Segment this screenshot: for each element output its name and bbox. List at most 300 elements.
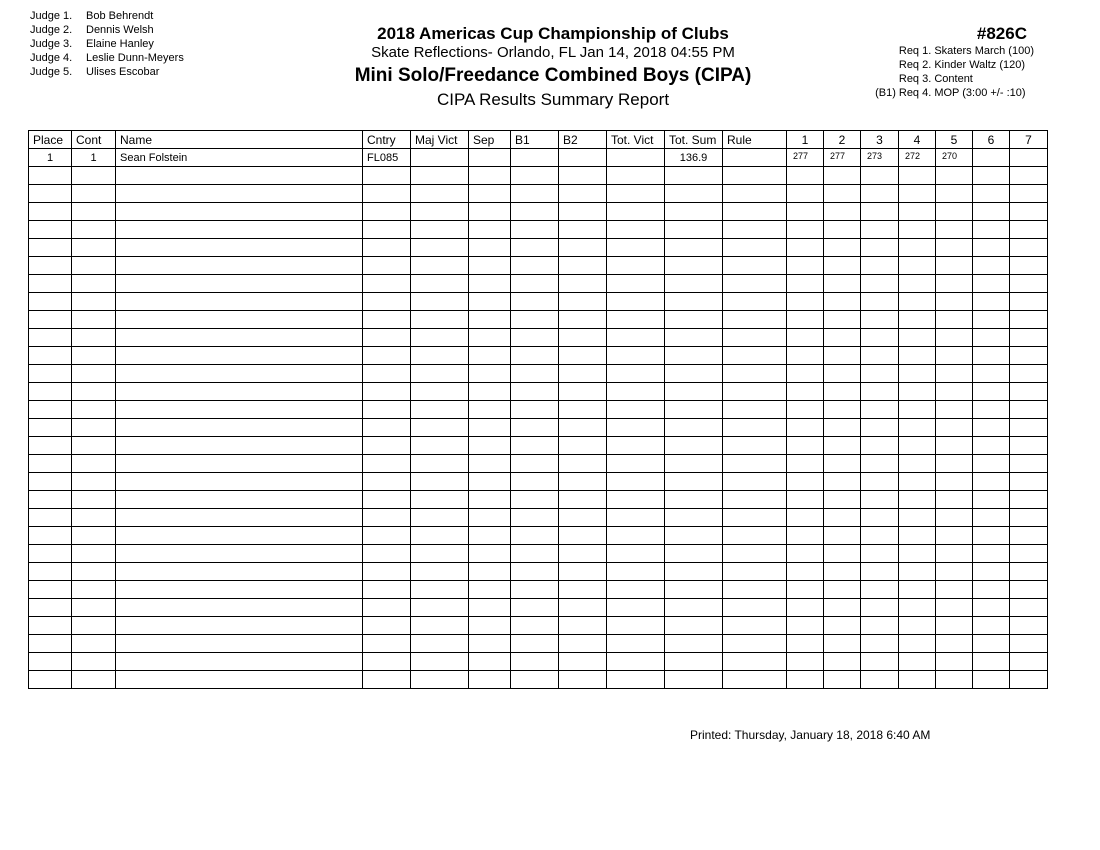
empty-cell — [665, 509, 723, 527]
empty-table-row — [29, 275, 1048, 293]
empty-cell — [665, 527, 723, 545]
empty-cell — [116, 203, 363, 221]
empty-cell — [936, 275, 973, 293]
empty-cell — [973, 599, 1010, 617]
empty-cell — [899, 329, 936, 347]
judge-label: Judge 5. — [30, 66, 73, 78]
empty-cell — [29, 491, 72, 509]
empty-cell — [469, 239, 511, 257]
empty-cell — [116, 653, 363, 671]
empty-cell — [1010, 491, 1048, 509]
empty-cell — [723, 491, 787, 509]
empty-cell — [899, 401, 936, 419]
column-header-judge-2: 2 — [824, 131, 861, 149]
empty-cell — [787, 491, 824, 509]
empty-table-row — [29, 365, 1048, 383]
empty-cell — [559, 581, 607, 599]
empty-cell — [29, 185, 72, 203]
cell-judge-2: 277 — [824, 149, 861, 167]
event-name: Mini Solo/Freedance Combined Boys (CIPA) — [354, 65, 752, 86]
empty-cell — [665, 635, 723, 653]
empty-cell — [665, 293, 723, 311]
column-header-maj-vict: Maj Vict — [411, 131, 469, 149]
empty-cell — [469, 473, 511, 491]
cell-tot-vict — [607, 149, 665, 167]
empty-cell — [861, 239, 899, 257]
empty-cell — [899, 365, 936, 383]
cell-b2 — [559, 149, 607, 167]
empty-cell — [861, 167, 899, 185]
empty-cell — [363, 167, 411, 185]
empty-cell — [469, 185, 511, 203]
empty-cell — [559, 599, 607, 617]
column-header-judge-7: 7 — [1010, 131, 1048, 149]
empty-cell — [511, 311, 559, 329]
empty-cell — [973, 401, 1010, 419]
empty-cell — [411, 527, 469, 545]
empty-table-row — [29, 653, 1048, 671]
empty-cell — [363, 293, 411, 311]
empty-cell — [861, 581, 899, 599]
empty-cell — [363, 599, 411, 617]
empty-cell — [899, 527, 936, 545]
empty-cell — [1010, 221, 1048, 239]
empty-cell — [787, 293, 824, 311]
empty-cell — [511, 455, 559, 473]
empty-cell — [511, 293, 559, 311]
empty-cell — [1010, 311, 1048, 329]
empty-cell — [469, 275, 511, 293]
empty-cell — [973, 617, 1010, 635]
empty-cell — [861, 329, 899, 347]
empty-cell — [723, 401, 787, 419]
empty-cell — [861, 671, 899, 689]
empty-cell — [116, 509, 363, 527]
empty-table-row — [29, 311, 1048, 329]
empty-cell — [363, 455, 411, 473]
empty-cell — [29, 509, 72, 527]
empty-cell — [787, 185, 824, 203]
empty-cell — [723, 671, 787, 689]
empty-cell — [116, 185, 363, 203]
empty-cell — [824, 365, 861, 383]
empty-cell — [861, 383, 899, 401]
requirement-row — [868, 58, 1034, 72]
empty-cell — [29, 275, 72, 293]
column-header-name: Name — [116, 131, 363, 149]
empty-cell — [824, 635, 861, 653]
empty-cell — [116, 365, 363, 383]
empty-cell — [411, 581, 469, 599]
empty-cell — [511, 635, 559, 653]
empty-cell — [723, 617, 787, 635]
empty-cell — [1010, 257, 1048, 275]
empty-cell — [411, 203, 469, 221]
report-title-block — [300, 24, 806, 111]
empty-cell — [116, 257, 363, 275]
empty-cell — [973, 221, 1010, 239]
judge-list — [30, 9, 184, 79]
empty-cell — [723, 545, 787, 563]
empty-cell — [363, 635, 411, 653]
empty-cell — [861, 311, 899, 329]
empty-cell — [665, 581, 723, 599]
empty-cell — [469, 599, 511, 617]
empty-cell — [559, 275, 607, 293]
empty-cell — [559, 617, 607, 635]
empty-cell — [72, 365, 116, 383]
empty-cell — [723, 293, 787, 311]
empty-cell — [29, 347, 72, 365]
empty-cell — [787, 545, 824, 563]
empty-cell — [973, 329, 1010, 347]
empty-cell — [787, 455, 824, 473]
empty-cell — [899, 545, 936, 563]
empty-cell — [72, 581, 116, 599]
empty-cell — [787, 401, 824, 419]
empty-table-row — [29, 419, 1048, 437]
empty-cell — [511, 365, 559, 383]
empty-table-row — [29, 509, 1048, 527]
empty-cell — [411, 275, 469, 293]
empty-table-row — [29, 635, 1048, 653]
empty-cell — [116, 167, 363, 185]
empty-cell — [861, 257, 899, 275]
judge-name: Elaine Hanley — [86, 38, 154, 50]
empty-cell — [787, 563, 824, 581]
empty-cell — [1010, 329, 1048, 347]
empty-table-row — [29, 455, 1048, 473]
empty-cell — [363, 491, 411, 509]
column-header-judge-6: 6 — [973, 131, 1010, 149]
empty-cell — [511, 257, 559, 275]
empty-cell — [411, 239, 469, 257]
empty-cell — [607, 311, 665, 329]
empty-cell — [363, 275, 411, 293]
cell-judge-4: 272 — [899, 149, 936, 167]
cell-b1 — [511, 149, 559, 167]
empty-cell — [29, 329, 72, 347]
empty-cell — [824, 419, 861, 437]
empty-cell — [861, 203, 899, 221]
empty-cell — [511, 563, 559, 581]
empty-cell — [824, 581, 861, 599]
requirement-prefix: (B1) — [875, 87, 896, 99]
empty-cell — [973, 203, 1010, 221]
empty-cell — [116, 527, 363, 545]
empty-table-row — [29, 167, 1048, 185]
judge-name: Ulises Escobar — [86, 66, 160, 78]
empty-cell — [1010, 401, 1048, 419]
empty-cell — [1010, 473, 1048, 491]
empty-cell — [936, 635, 973, 653]
empty-cell — [559, 527, 607, 545]
empty-cell — [787, 419, 824, 437]
empty-table-row — [29, 221, 1048, 239]
cell-judge-3: 273 — [861, 149, 899, 167]
empty-cell — [899, 167, 936, 185]
empty-cell — [936, 221, 973, 239]
empty-cell — [411, 563, 469, 581]
empty-cell — [861, 437, 899, 455]
empty-cell — [607, 509, 665, 527]
empty-cell — [787, 509, 824, 527]
empty-cell — [116, 671, 363, 689]
empty-cell — [29, 635, 72, 653]
empty-cell — [665, 455, 723, 473]
empty-cell — [411, 257, 469, 275]
empty-cell — [511, 527, 559, 545]
event-number: #826C — [976, 24, 1027, 43]
empty-cell — [363, 437, 411, 455]
empty-cell — [1010, 671, 1048, 689]
cell-sep — [469, 149, 511, 167]
empty-cell — [72, 239, 116, 257]
column-header-judge-3: 3 — [861, 131, 899, 149]
empty-cell — [665, 401, 723, 419]
empty-cell — [29, 203, 72, 221]
empty-cell — [559, 419, 607, 437]
cell-judge-7 — [1010, 149, 1048, 167]
empty-cell — [72, 275, 116, 293]
empty-cell — [723, 239, 787, 257]
empty-cell — [824, 221, 861, 239]
empty-cell — [824, 455, 861, 473]
empty-cell — [607, 329, 665, 347]
empty-cell — [936, 311, 973, 329]
empty-cell — [607, 617, 665, 635]
empty-cell — [72, 473, 116, 491]
empty-cell — [1010, 653, 1048, 671]
empty-cell — [973, 509, 1010, 527]
empty-cell — [824, 563, 861, 581]
empty-cell — [899, 257, 936, 275]
empty-cell — [559, 383, 607, 401]
empty-cell — [363, 419, 411, 437]
empty-cell — [116, 419, 363, 437]
judge-row — [30, 65, 184, 79]
empty-cell — [363, 329, 411, 347]
empty-cell — [511, 221, 559, 239]
empty-cell — [861, 347, 899, 365]
empty-cell — [469, 653, 511, 671]
empty-cell — [824, 347, 861, 365]
empty-cell — [665, 599, 723, 617]
empty-cell — [787, 257, 824, 275]
cell-tot-sum: 136.9 — [665, 149, 723, 167]
empty-cell — [29, 437, 72, 455]
empty-cell — [899, 635, 936, 653]
empty-cell — [665, 257, 723, 275]
empty-cell — [787, 473, 824, 491]
empty-table-row — [29, 239, 1048, 257]
empty-cell — [411, 401, 469, 419]
empty-cell — [511, 347, 559, 365]
empty-cell — [411, 185, 469, 203]
empty-cell — [559, 365, 607, 383]
empty-cell — [469, 581, 511, 599]
empty-cell — [116, 581, 363, 599]
empty-cell — [607, 491, 665, 509]
empty-cell — [665, 167, 723, 185]
empty-cell — [1010, 347, 1048, 365]
empty-cell — [899, 599, 936, 617]
empty-cell — [116, 635, 363, 653]
empty-cell — [861, 527, 899, 545]
empty-cell — [607, 527, 665, 545]
empty-cell — [607, 257, 665, 275]
empty-cell — [787, 365, 824, 383]
empty-cell — [899, 473, 936, 491]
table-row — [29, 149, 1048, 167]
cell-place: 1 — [29, 149, 72, 167]
empty-table-row — [29, 383, 1048, 401]
empty-cell — [363, 563, 411, 581]
empty-cell — [511, 653, 559, 671]
empty-cell — [559, 257, 607, 275]
empty-table-row — [29, 185, 1048, 203]
empty-cell — [116, 491, 363, 509]
empty-cell — [899, 347, 936, 365]
empty-cell — [363, 185, 411, 203]
empty-cell — [973, 257, 1010, 275]
empty-cell — [511, 239, 559, 257]
empty-cell — [116, 293, 363, 311]
column-header-b2: B2 — [559, 131, 607, 149]
empty-cell — [1010, 365, 1048, 383]
empty-cell — [1010, 617, 1048, 635]
empty-cell — [665, 419, 723, 437]
empty-cell — [363, 221, 411, 239]
empty-cell — [787, 617, 824, 635]
empty-table-row — [29, 329, 1048, 347]
empty-cell — [824, 653, 861, 671]
empty-cell — [607, 581, 665, 599]
empty-cell — [72, 203, 116, 221]
empty-cell — [469, 329, 511, 347]
empty-cell — [607, 563, 665, 581]
empty-cell — [936, 509, 973, 527]
empty-cell — [72, 563, 116, 581]
empty-cell — [936, 203, 973, 221]
empty-cell — [559, 347, 607, 365]
column-header-tot-sum: Tot. Sum — [665, 131, 723, 149]
empty-cell — [29, 599, 72, 617]
empty-cell — [72, 437, 116, 455]
column-header-cont: Cont — [72, 131, 116, 149]
empty-cell — [116, 347, 363, 365]
empty-cell — [607, 347, 665, 365]
empty-cell — [29, 419, 72, 437]
empty-cell — [723, 473, 787, 491]
empty-cell — [72, 311, 116, 329]
empty-cell — [469, 293, 511, 311]
empty-cell — [973, 293, 1010, 311]
judge-label: Judge 2. — [30, 24, 73, 36]
empty-cell — [899, 419, 936, 437]
empty-cell — [72, 455, 116, 473]
empty-cell — [607, 473, 665, 491]
empty-cell — [469, 221, 511, 239]
empty-cell — [116, 221, 363, 239]
empty-cell — [607, 221, 665, 239]
empty-cell — [787, 239, 824, 257]
empty-cell — [607, 275, 665, 293]
empty-cell — [936, 257, 973, 275]
empty-cell — [511, 437, 559, 455]
empty-cell — [723, 221, 787, 239]
empty-cell — [973, 671, 1010, 689]
empty-cell — [936, 491, 973, 509]
empty-cell — [363, 383, 411, 401]
empty-cell — [824, 617, 861, 635]
empty-cell — [607, 167, 665, 185]
empty-cell — [72, 329, 116, 347]
empty-cell — [1010, 383, 1048, 401]
empty-cell — [607, 653, 665, 671]
column-header-place: Place — [29, 131, 72, 149]
empty-cell — [411, 365, 469, 383]
empty-cell — [511, 617, 559, 635]
empty-cell — [787, 347, 824, 365]
empty-cell — [936, 185, 973, 203]
empty-table-row — [29, 599, 1048, 617]
empty-cell — [861, 275, 899, 293]
empty-cell — [116, 401, 363, 419]
empty-cell — [29, 257, 72, 275]
empty-cell — [861, 617, 899, 635]
requirement-row — [868, 86, 1034, 100]
empty-cell — [824, 257, 861, 275]
empty-cell — [861, 455, 899, 473]
empty-cell — [1010, 545, 1048, 563]
empty-cell — [665, 185, 723, 203]
empty-cell — [559, 671, 607, 689]
empty-cell — [861, 563, 899, 581]
empty-cell — [899, 437, 936, 455]
empty-cell — [723, 365, 787, 383]
empty-cell — [973, 437, 1010, 455]
empty-cell — [29, 221, 72, 239]
empty-cell — [1010, 293, 1048, 311]
empty-cell — [824, 509, 861, 527]
empty-cell — [29, 401, 72, 419]
empty-cell — [824, 311, 861, 329]
empty-cell — [723, 257, 787, 275]
empty-cell — [973, 383, 1010, 401]
requirement-text: Req 3. Content — [898, 73, 973, 85]
column-header-tot-vict: Tot. Vict — [607, 131, 665, 149]
competition-title: 2018 Americas Cup Championship of Clubs — [377, 24, 729, 43]
empty-cell — [723, 203, 787, 221]
report-name: CIPA Results Summary Report — [436, 90, 670, 109]
empty-cell — [607, 455, 665, 473]
empty-cell — [72, 653, 116, 671]
empty-cell — [1010, 275, 1048, 293]
empty-cell — [363, 239, 411, 257]
empty-cell — [723, 527, 787, 545]
empty-cell — [973, 563, 1010, 581]
empty-cell — [559, 455, 607, 473]
empty-cell — [787, 437, 824, 455]
empty-cell — [469, 563, 511, 581]
empty-cell — [511, 203, 559, 221]
empty-cell — [411, 167, 469, 185]
empty-cell — [861, 545, 899, 563]
empty-cell — [665, 275, 723, 293]
empty-cell — [723, 509, 787, 527]
empty-cell — [936, 671, 973, 689]
